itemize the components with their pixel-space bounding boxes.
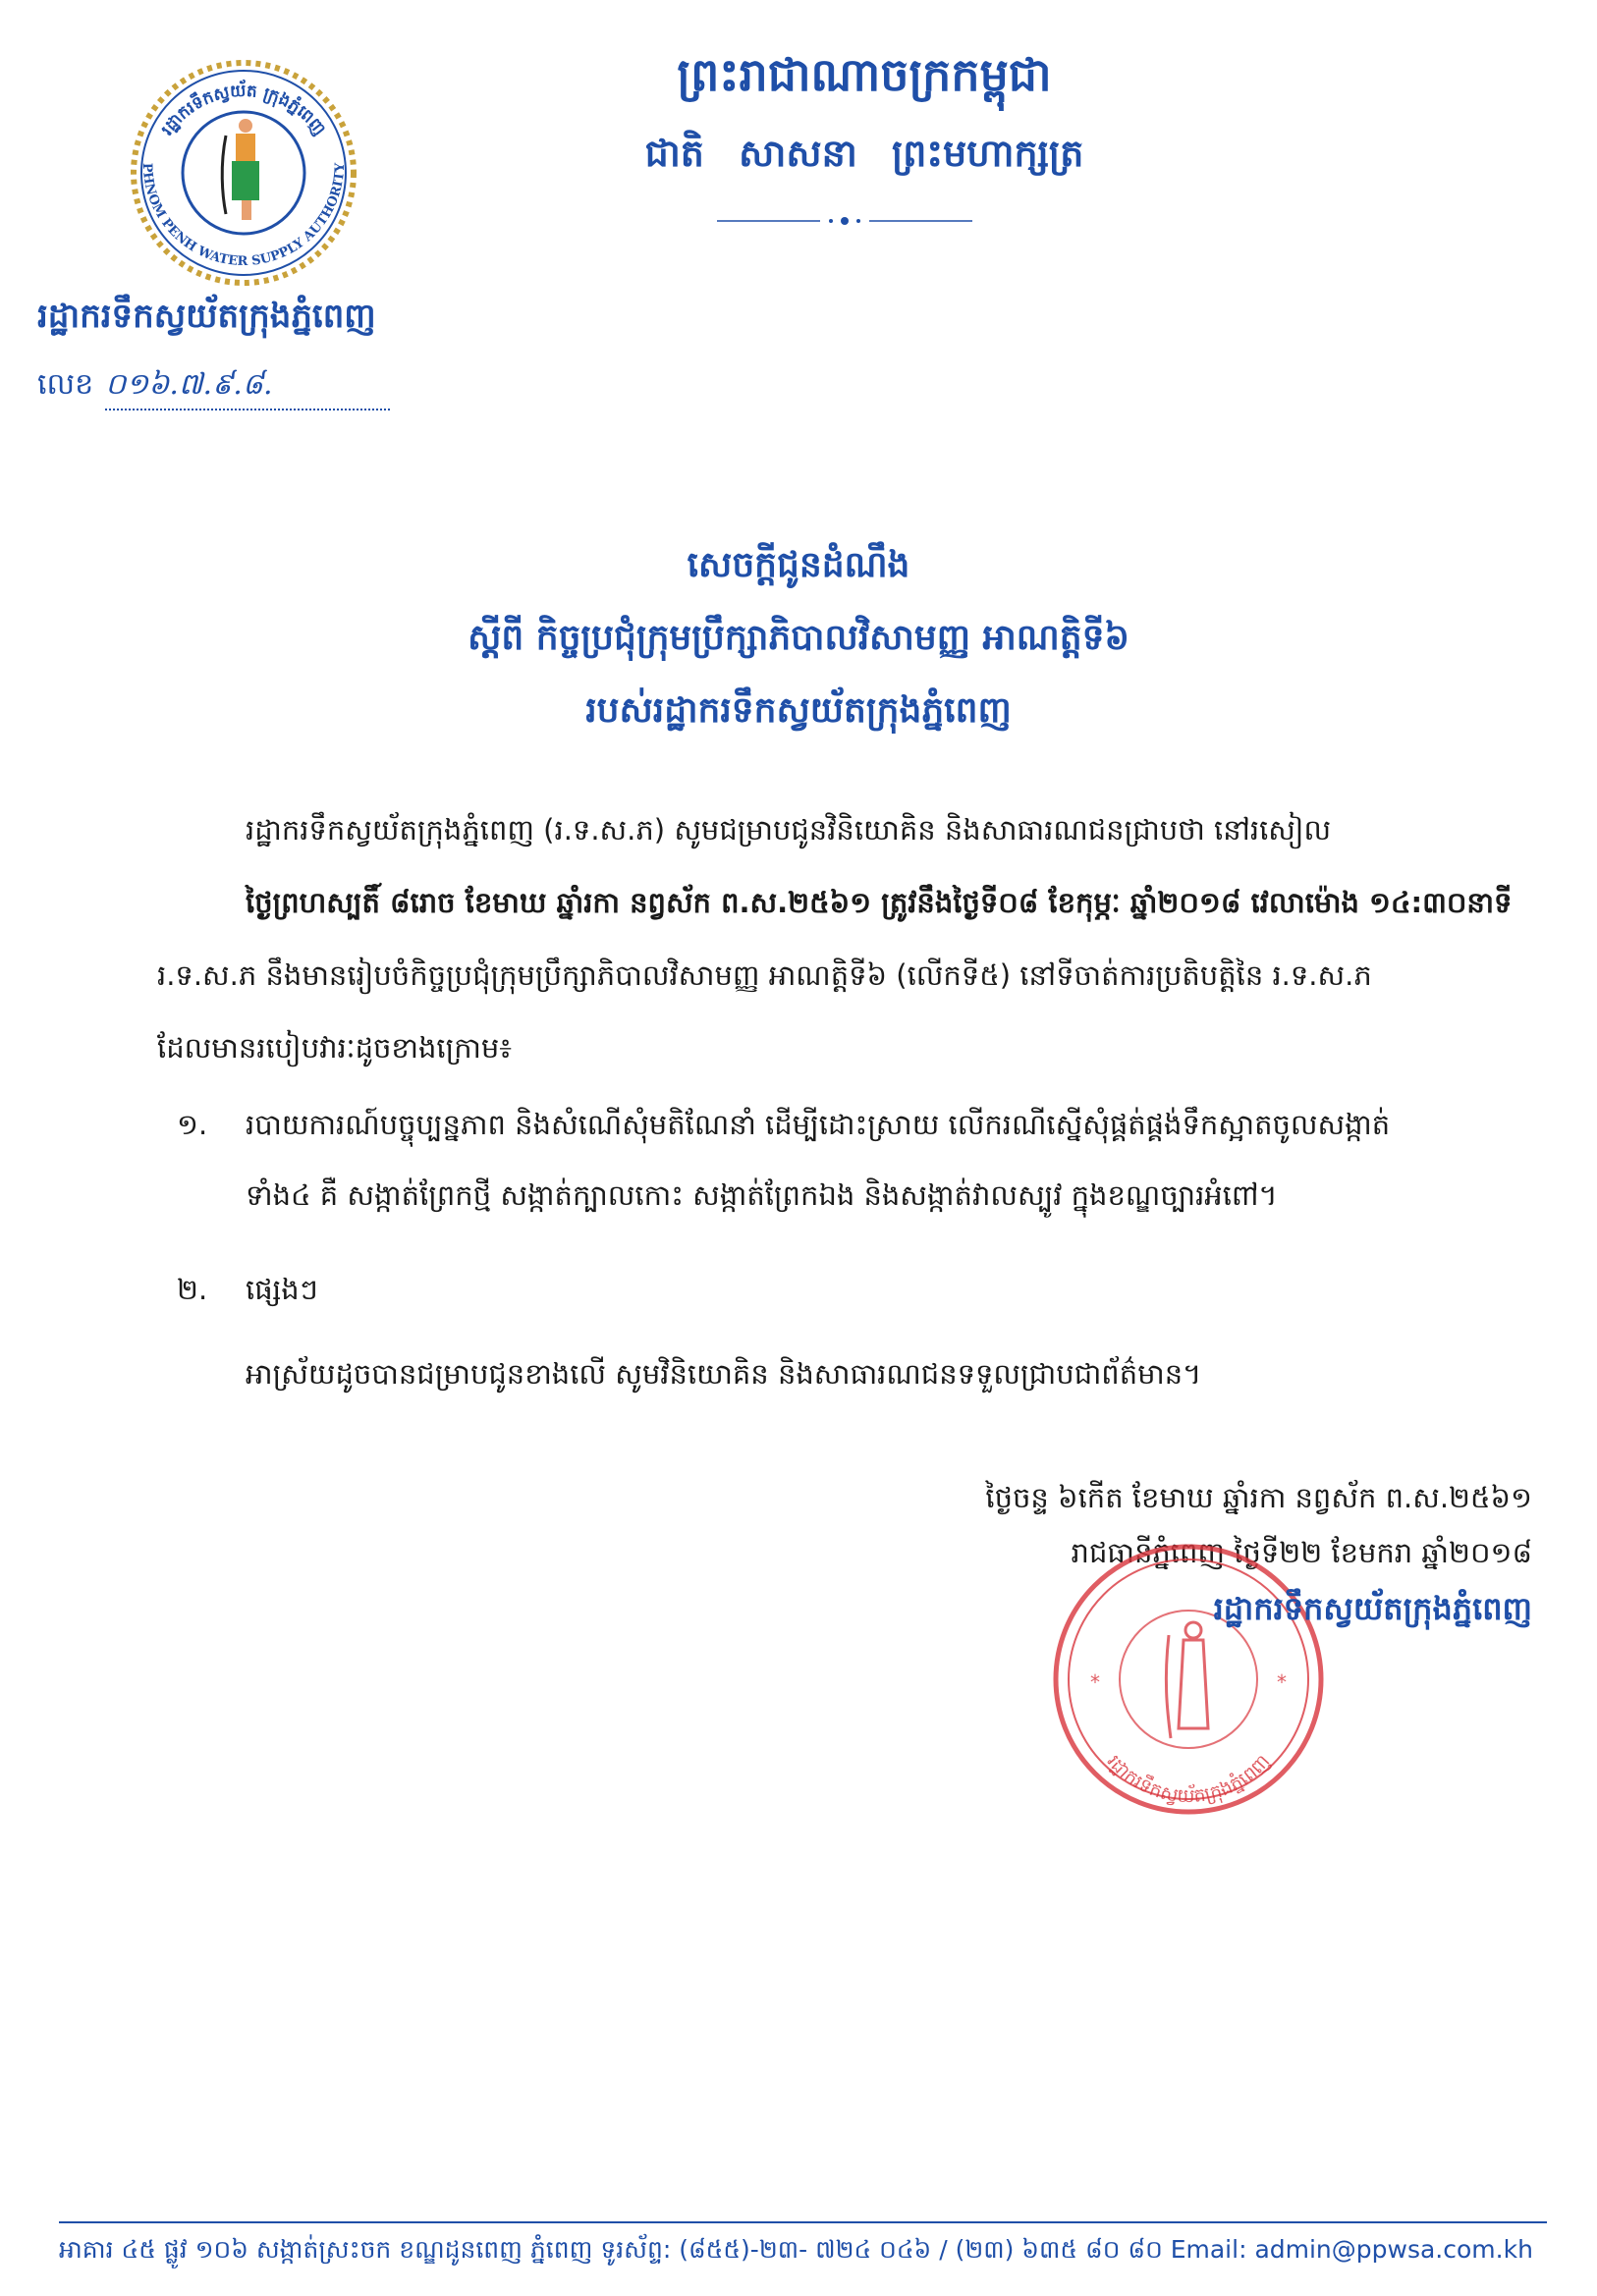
reference-number: [37, 365, 450, 409]
footer-address: អាគារ ៤៥ ផ្លូវ ១០៦ សង្កាត់ស្រះចក ខណ្ឌដូនពេញ ភ្នំពេញ ទូរស័ព្ទ: (៨៥៥)-២៣- ៧២៤ ០៤៦ / (២៣) ៦៣៥ ៨០ ៨០ Email: admin@ppwsa.com.kh: [59, 2235, 1533, 2264]
stamp-text: រដ្ឋាករទឹកស្វយ័តក្រុងភ្នំពេញ: [1102, 1750, 1275, 1808]
agenda-item-1-line-1: របាយការណ៍បច្ចុប្បន្នភាព និងសំណើសុំមតិណែនាំ ដើម្បីដោះស្រាយ លើករណីស្នើសុំផ្គត់ផ្គង់ទឹកស្អាតចូលសង្កាត់: [246, 1108, 1391, 1141]
agenda-item-2-text: ផ្សេងៗ: [246, 1273, 318, 1306]
body-paragraph-line-1: រដ្ឋាករទឹកស្វយ័តក្រុងភ្នំពេញ (រ.ទ.ស.ភ) សូមជម្រាបជូនវិនិយោគិន និងសាធារណជនជ្រាបថា នៅរសៀល: [246, 813, 1332, 847]
body-paragraph-line-4: ដែលមានរបៀបវារៈដូចខាងក្រោម៖: [157, 1031, 513, 1065]
body-paragraph-line-2: ថ្ងៃព្រហស្បតិ៍ ៨រោច ខែមាឃ ឆ្នាំរកា នព្វស័ក ព.ស.២៥៦១ ត្រូវនឹងថ្ងៃទី០៨ ខែកុម្ភៈ ឆ្នាំ២០១៨ វេលាម៉ោង ១៤:៣០នាទី: [246, 886, 1513, 919]
agenda-item-1-line-2: ទាំង៤ គឺ សង្កាត់ព្រែកថ្មី សង្កាត់ក្បាលកោះ សង្កាត់ព្រែកឯង និងសង្កាត់វាលស្បូវ ក្នុងខណ្ឌច្បារអំពៅ។: [246, 1178, 1278, 1212]
signatory-org: រដ្ឋាករទឹកស្វយ័តក្រុងភ្នំពេញ: [1213, 1590, 1532, 1627]
svg-text:*: *: [1277, 1670, 1287, 1694]
agenda-item-1-number: ១.: [177, 1108, 208, 1141]
ref-number: ០១៦.៧.៩.៨.: [105, 365, 390, 410]
closing-sentence: អាស្រ័យដូចបានជម្រាបជូនខាងលើ សូមវិនិយោគិន និងសាធារណជនទទួលជ្រាបជាព័ត៌មាន។: [246, 1357, 1202, 1391]
org-name: រដ្ឋាករទឹកស្វយ័តក្រុងភ្នំពេញ: [37, 297, 376, 336]
ref-label: លេខ: [37, 367, 94, 402]
national-motto: ជាតិ សាសនា ព្រះមហាក្សត្រ: [644, 132, 1084, 175]
logo-text-en: PHNOM PENH WATER SUPPLY AUTHORITY: [138, 162, 349, 270]
ppwsa-logo: [116, 57, 371, 293]
notice-subject: ស្តីពី កិច្ចប្រជុំក្រុមប្រឹក្សាភិបាលវិសាមញ្ញ អាណត្តិទី៦: [468, 618, 1129, 658]
divider-ornament: [717, 214, 972, 228]
svg-text:*: *: [1090, 1670, 1100, 1694]
official-stamp: [1031, 1532, 1346, 1827]
lunar-date: ថ្ងៃចន្ទ ៦កើត ខែមាឃ ឆ្នាំរកា នព្វស័ក ព.ស.២៥៦១: [985, 1481, 1532, 1514]
solar-date: រាជធានីភ្នំពេញ ថ្ងៃទី២២ ខែមករា ឆ្នាំ២០១៨: [1071, 1536, 1532, 1569]
logo-text-kh: រដ្ឋាករទឹកស្វយ័ត ក្រុងភ្នំពេញ: [157, 81, 330, 139]
notice-title: សេចក្តីជូនដំណឹង: [687, 545, 910, 585]
agenda-item-2-number: ២.: [177, 1273, 208, 1306]
body-paragraph-line-3: រ.ទ.ស.ភ នឹងមានរៀបចំកិច្ចប្រជុំក្រុមប្រឹក្សាភិបាលវិសាមញ្ញ អាណត្តិទី៦ (លើកទី៥) នៅទីចាត់ការប្រតិបត្តិនៃ រ.ទ.ស.ភ: [157, 958, 1372, 992]
notice-subject-org: របស់រដ្ឋាករទឹកស្វយ័តក្រុងភ្នំពេញ: [585, 690, 1012, 731]
footer-divider: [59, 2221, 1547, 2223]
kingdom-title: ព្រះរាជាណាចក្រកម្ពុជា: [677, 48, 1052, 101]
